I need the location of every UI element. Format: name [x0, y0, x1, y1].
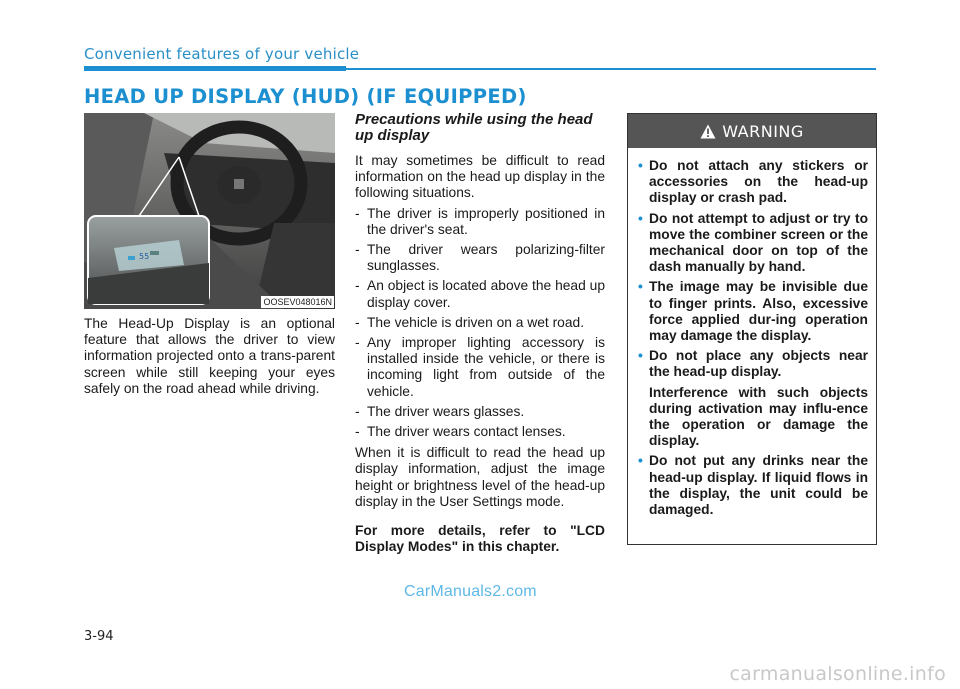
header-rule: [346, 68, 876, 70]
list-item: - The vehicle is driven on a wet road.: [355, 314, 585, 330]
warning-item: • Do not attempt to adjust or try to move the combiner screen or the mechanical door on top of the dash manually by hand.: [638, 210, 868, 275]
list-item: - The driver wears glasses.: [355, 403, 525, 419]
section-header: Convenient features of your vehicle: [84, 45, 360, 63]
warning-item: • Do not put any drinks near the head-up display. If liquid flows in the display, the unit could be damaged.: [638, 453, 868, 518]
page-number: 3-94: [84, 629, 114, 644]
list-item: - The driver is improperly positioned in the driver's seat.: [355, 205, 605, 237]
list-item: - The driver wears contact lenses.: [355, 424, 566, 440]
warning-item: • The image may be invisible due to finger prints. Also, excessive force applied dur-ing operation may damage the display.: [638, 279, 868, 344]
hud-description: The Head-Up Display is an optional feature that allows the driver to view information projected onto a trans-parent screen while still keeping your eyes safely on the road ahead while driving.: [84, 316, 335, 396]
precautions-heading: Precautions while using the head up display: [355, 111, 593, 144]
situation-list: [355, 206, 605, 441]
warning-item-detail: Interference with such objects during activation may influ-ence the operation or damage the display.: [649, 384, 868, 449]
precautions-intro: It may sometimes be difficult to read information on the head up display in the following situations.: [355, 153, 605, 201]
warning-box: [627, 113, 877, 545]
list-item: - An object is located above the head up display cover.: [355, 278, 605, 310]
adjustment-note: When it is difficult to read the head up display information, adjust the image height or brightness level of the head-up display in the User Settings mode.: [355, 445, 605, 509]
reference-note: For more details, refer to "LCD Display Modes" in this chapter.: [355, 523, 605, 555]
warning-list: [628, 148, 876, 518]
warning-item: • Do not attach any stickers or accessories on the head-up display or crash pad.: [638, 158, 868, 206]
warning-triangle-icon: [700, 124, 716, 139]
warning-title: WARNING: [722, 121, 804, 141]
warning-header: [628, 114, 876, 148]
hud-speed-readout: 55: [139, 252, 150, 261]
precautions-section: [355, 112, 605, 555]
hud-photo: [84, 113, 335, 309]
list-item: - The driver wears polarizing-filter sunglasses.: [355, 242, 605, 274]
site-watermark: CarManuals2.com: [404, 583, 537, 600]
header-divider: [84, 66, 346, 71]
page-title: HEAD UP DISPLAY (HUD) (IF EQUIPPED): [84, 85, 527, 108]
warning-item: • Do not place any objects near the head-up display. Interference with such objects during activation may influ-ence the operation or damage the display.: [638, 348, 868, 449]
list-item: - Any improper lighting accessory is installed inside the vehicle, or there is incoming light from outside of the vehicle.: [355, 335, 605, 399]
figure-caption: OOSEV048016N: [263, 297, 332, 307]
footer-watermark: carmanualsonline.info: [729, 663, 946, 685]
